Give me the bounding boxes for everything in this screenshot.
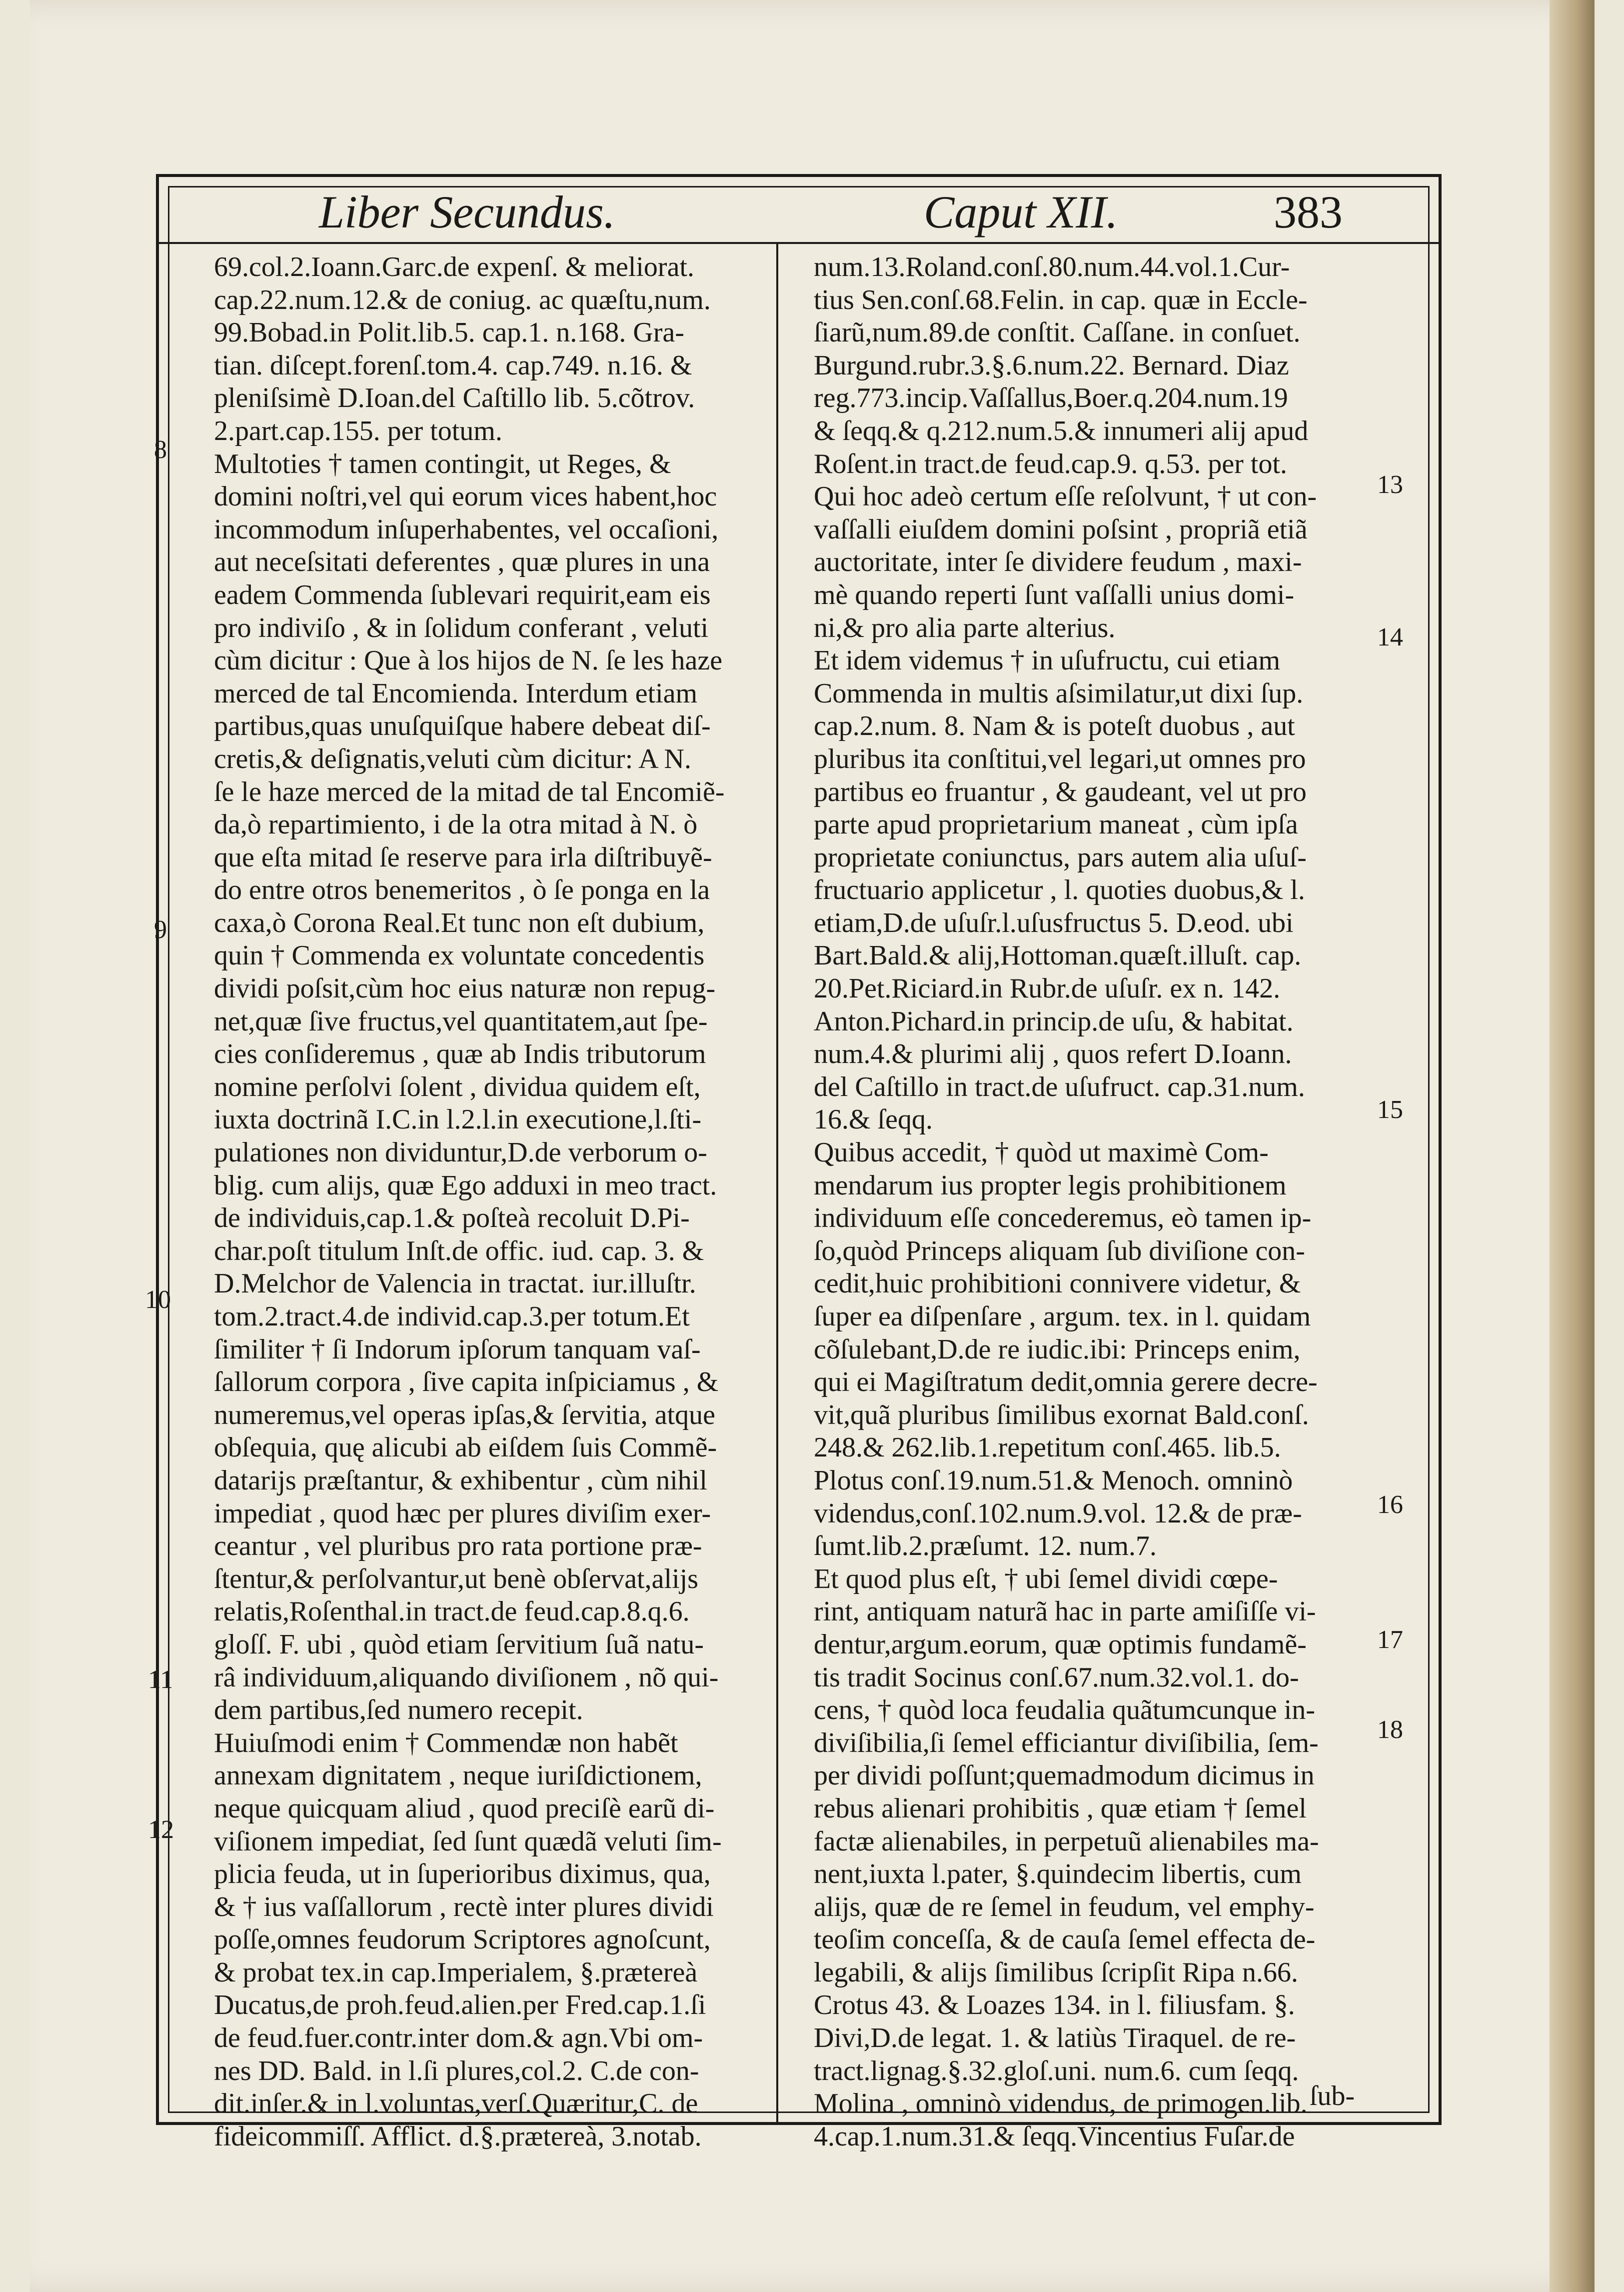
book-page <box>30 0 1595 2292</box>
right-column-text-line: Divi,D.de legat. 1. & latiùs Tiraquel. de re- <box>814 2022 1296 2054</box>
left-column-text-line: iuxta doctrinã I.C.in l.2.l.in executione,l.ſti- <box>214 1104 702 1136</box>
left-column-text-line: ſallorum corpora , ſive capita inſpiciamus , & <box>214 1366 719 1398</box>
right-column-text-line: Crotus 43. & Loazes 134. in l. filiusfam. §. <box>814 1990 1295 2021</box>
right-column-text-line: Bart.Bald.& alij,Hottoman.quæſt.illuſt. cap. <box>814 940 1302 972</box>
right-column-text-line: vaſſalli eiuſdem domini poſsint , propriã etiã <box>814 514 1308 545</box>
right-column-text-line: cens, † quòd loca feudalia quãtumcunque in- <box>814 1694 1315 1726</box>
left-column-text-line: ceantur , vel pluribus pro rata portione præ- <box>214 1530 702 1562</box>
right-column-text-line: ſo,quòd Princeps aliquam ſub diviſione con- <box>814 1235 1305 1266</box>
right-column-text-line: 20.Pet.Riciard.in Rubr.de uſuſr. ex n. 142. <box>814 973 1281 1004</box>
left-column-text-line: plicia feuda, ut in ſuperioribus diximus, qua, <box>214 1858 711 1890</box>
right-column-text-line: tract.lignag.§.32.gloſ.uni. num.6. cum ſeqq. <box>814 2055 1299 2086</box>
right-column-text-line: ſuper ea diſpenſare , argum. tex. in l. quidam <box>814 1301 1311 1332</box>
right-column-text-line: Qui hoc adeò certum eſſe reſolvunt, † ut con- <box>814 481 1317 512</box>
left-column-text-line: 2.part.cap.155. per totum. <box>214 415 502 446</box>
right-column-text-line: alijs, quæ de re ſemel in feudum, vel emphy- <box>814 1891 1315 1922</box>
right-column-text-line: ni,& pro alia parte alterius. <box>814 612 1116 644</box>
margin-number-15: 15 <box>1377 1096 1403 1124</box>
left-column-text-line: tian. diſcept.forenſ.tom.4. cap.749. n.16. & <box>214 350 692 381</box>
right-column <box>814 251 1364 2153</box>
left-column-text-line: Multoties † tamen contingit, ut Reges, & <box>214 448 671 480</box>
text-frame <box>156 174 1442 2152</box>
margin-number-12: 12 <box>148 1816 174 1844</box>
right-column-text-line: fructuario applicetur , l. quoties duobus,& l. <box>814 874 1305 906</box>
left-column-text-line: pro indiviſo , & in ſolidum conferant , veluti <box>214 612 709 644</box>
left-column-text-line: dem partibus,ſed numero recepit. <box>214 1694 583 1726</box>
left-column-text-line: de individuis,cap.1.& poſteà recoluit D.Pi- <box>214 1202 690 1234</box>
right-column-text-line: 16.& ſeqq. <box>814 1104 933 1136</box>
left-column-text-line: D.Melchor de Valencia in tractat. iur.illuſtr. <box>214 1268 696 1300</box>
running-title-right: Caput XII. <box>924 186 1118 238</box>
left-column-text-line: nes DD. Bald. in l.ſi plures,col.2. C.de con- <box>214 2055 699 2086</box>
margin-number-14: 14 <box>1377 623 1403 652</box>
left-column-text-line: ſimiliter † ſi Indorum ipſorum tanquam vaſ- <box>214 1334 701 1365</box>
left-column-text-line: que eſta mitad ſe reserve para irla diſtribuyẽ- <box>214 842 712 873</box>
right-column-text-line: mè quando reperti ſunt vaſſalli unius domi- <box>814 579 1295 610</box>
right-column-text-line: auctoritate, inter ſe dividere feudum , maxi- <box>814 546 1302 578</box>
left-column-text-line: incommodum inſuperhabentes, vel occaſioni, <box>214 514 719 545</box>
right-column-text-line: partibus eo fruantur , & gaudeant, vel ut pro <box>814 776 1307 808</box>
margin-number-9: 9 <box>154 916 167 944</box>
right-column-text-line: 248.& 262.lib.1.repetitum conſ.465. lib.5. <box>814 1432 1281 1464</box>
right-column-text-line: Roſent.in tract.de feud.cap.9. q.53. per tot. <box>814 448 1288 480</box>
right-column-text-line: etiam,D.de uſuſr.l.uſusfructus 5. D.eod. ubi <box>814 907 1294 938</box>
left-column-text-line: & probat tex.in cap.Imperialem, §.prætereà <box>214 1956 698 1988</box>
left-column-text-line: caxa,ò Corona Real.Et tunc non eſt dubium, <box>214 907 705 938</box>
right-column-text-line: ſumt.lib.2.præſumt. 12. num.7. <box>814 1530 1157 1562</box>
left-column <box>214 251 764 2153</box>
left-column-text-line: eadem Commenda ſublevari requirit,eam eis <box>214 579 711 610</box>
right-column-text-line: num.4.& plurimi alij , quos refert D.Ioann. <box>814 1038 1292 1070</box>
left-column-text-line: numeremus,vel operas ipſas,& ſervitia, atque <box>214 1399 716 1430</box>
right-column-text-line: Molina , omninò videndus, de primogen.lib. <box>814 2088 1308 2120</box>
left-column-text-line: quin † Commenda ex voluntate concedentis <box>214 940 705 972</box>
left-column-text-line: annexam dignitatem , neque iuriſdictionem, <box>214 1760 702 1792</box>
left-column-text-line: viſionem impediat, ſed ſunt quædã veluti ſim- <box>214 1826 722 1857</box>
right-column-text-line: videndus,conſ.102.num.9.vol. 12.& de præ- <box>814 1498 1302 1529</box>
left-column-text-line: nomine perſolvi ſolent , dividua quidem eſt, <box>214 1071 701 1102</box>
right-column-text-line: reg.773.incip.Vaſſallus,Boer.q.204.num.19 <box>814 382 1288 414</box>
right-column-text-line: qui ei Magiſtratum dedit,omnia gerere decre- <box>814 1366 1318 1398</box>
left-column-text-line: poſſe,omnes feudorum Scriptores agnoſcunt, <box>214 1924 711 1956</box>
left-column-text-line: merced de tal Encomienda. Interdum etiam <box>214 678 698 709</box>
right-column-text-line: Commenda in multis aſsimilatur,ut dixi ſup. <box>814 678 1304 709</box>
right-column-text-line: parte apud proprietarium maneat , cùm ipſa <box>814 809 1298 840</box>
right-column-text-line: legabili, & alijs ſimilibus ſcripſit Ripa n.66. <box>814 1956 1299 1988</box>
left-column-text-line: domini noſtri,vel qui eorum vices habent,hoc <box>214 481 717 512</box>
left-column-text-line: cap.22.num.12.& de coniug. ac quæſtu,num. <box>214 284 711 316</box>
right-column-text-line: tius Sen.conſ.68.Felin. in cap. quæ in Eccle- <box>814 284 1308 316</box>
left-column-text-line: râ individuum,aliquando diviſionem , nõ qui- <box>214 1662 719 1693</box>
left-column-text-line: partibus,quas unuſquiſque habere debeat diſ- <box>214 710 711 742</box>
right-column-text-line: mendarum ius propter legis prohibitionem <box>814 1170 1287 1201</box>
left-column-text-line: cies conſideremus , quæ ab Indis tributorum <box>214 1038 706 1070</box>
running-title-left: Liber Secundus. <box>319 186 615 238</box>
left-column-text-line: pleniſsimè D.Ioan.del Caſtillo lib. 5.cõtrov. <box>214 382 695 414</box>
right-column-text-line: num.13.Roland.conſ.80.num.44.vol.1.Cur- <box>814 252 1290 282</box>
right-column-text-line: cedit,huic prohibitioni connivere videtur, & <box>814 1268 1301 1300</box>
left-column-text-line: de feud.fuer.contr.inter dom.& agn.Vbi om- <box>214 2022 703 2054</box>
margin-number-16: 16 <box>1377 1490 1403 1519</box>
left-column-text-line: cùm dicitur : Que à los hijos de N. ſe les haze <box>214 645 723 676</box>
right-column-text-line: per dividi poſſunt;quemadmodum dicimus in <box>814 1760 1315 1792</box>
left-column-text-line: net,quæ ſive fructus,vel quantitatem,aut ſpe- <box>214 1006 708 1037</box>
left-column-text-line: cretis,& deſignatis,veluti cùm dicitur: A N. <box>214 743 691 774</box>
page-edge <box>1550 0 1595 2292</box>
left-column-text-line: do entre otros benemeritos , ò ſe ponga en la <box>214 874 710 906</box>
left-column-text-line: & † ius vaſſallorum , rectè inter plures dividi <box>214 1891 714 1922</box>
left-column-text-line: impediat , quod hæc per plures diviſim exer- <box>214 1498 711 1529</box>
right-column-text-line: teoſim conceſſa, & de cauſa ſemel effecta de- <box>814 1924 1316 1956</box>
left-column-text-line: dividi poſsit,cùm hoc eius naturæ non repug- <box>214 973 716 1004</box>
margin-number-17: 17 <box>1377 1626 1403 1654</box>
page-number: 383 <box>1274 186 1343 238</box>
left-column-text-line: Huiuſmodi enim † Commendæ non habẽt <box>214 1727 678 1758</box>
right-column-text-line: Plotus conſ.19.num.51.& Menoch. omninò <box>814 1464 1293 1496</box>
right-column-text-line: tis tradit Socinus conſ.67.num.32.vol.1. do- <box>814 1662 1299 1693</box>
left-column-text-line: char.poſt titulum Inſt.de offic. iud. cap. 3. & <box>214 1235 704 1266</box>
right-column-text-line: Anton.Pichard.in princip.de uſu, & habitat. <box>814 1006 1294 1037</box>
left-column-text-line: obſequia, quę alicubi ab eiſdem ſuis Commẽ- <box>214 1432 717 1464</box>
right-column-text-line: del Caſtillo in tract.de uſufruct. cap.31.num. <box>814 1071 1305 1102</box>
left-column-text-line: da,ò repartimiento, i de la otra mitad à N. ò <box>214 809 698 840</box>
right-column-text-line: Et quod plus eſt, † ubi ſemel dividi cœpe- <box>814 1563 1278 1594</box>
margin-number-10: 10 <box>145 1286 171 1314</box>
right-column-text-line: & ſeqq.& q.212.num.5.& innumeri alij apud <box>814 415 1309 446</box>
left-column-text-line: ſtentur,& perſolvantur,ut benè obſervat,alijs <box>214 1563 699 1594</box>
right-column-text-line: Quibus accedit, † quòd ut maximè Com- <box>814 1137 1269 1168</box>
left-column-text-line: relatis,Roſenthal.in tract.de feud.cap.8.q.6. <box>214 1596 690 1628</box>
left-column-text-line: 69.col.2.Ioann.Garc.de expenſ. & meliorat. <box>214 252 694 282</box>
left-column-text-line: tom.2.tract.4.de individ.cap.3.per totum.Et <box>214 1301 690 1332</box>
right-column-text-line: proprietate coniunctus, pars autem alia uſuſ- <box>814 842 1307 873</box>
right-column-text-line: cõſulebant,D.de re iudic.ibi: Princeps enim, <box>814 1334 1301 1365</box>
left-column-text-line: blig. cum alijs, quæ Ego adduxi in meo tract. <box>214 1170 717 1201</box>
margin-number-11: 11 <box>148 1666 173 1694</box>
right-column-text-line: nent,iuxta l.pater, §.quindecim libertis, cum <box>814 1858 1302 1890</box>
margin-number-8: 8 <box>154 436 167 464</box>
right-column-text-line: Et idem videmus † in uſufructu, cui etiam <box>814 645 1281 676</box>
right-column-text-line: Burgund.rubr.3.§.6.num.22. Bernard. Diaz <box>814 350 1289 381</box>
right-column-text-line: factæ alienabiles, in perpetuũ alienabiles ma- <box>814 1826 1319 1857</box>
right-column-text-line: pluribus ita conſtitui,vel legari,ut omnes pro <box>814 743 1306 774</box>
right-column-text-line: diviſibilia,ſi ſemel efficiantur diviſibilia, ſem- <box>814 1727 1319 1758</box>
margin-number-18: 18 <box>1377 1716 1403 1744</box>
right-column-text-line: rebus alienari prohibitis , quæ etiam † ſemel <box>814 1792 1307 1824</box>
left-column-text-line: Ducatus,de proh.feud.alien.per Fred.cap.1.ſi <box>214 1990 706 2021</box>
left-column-text-line: ſe le haze merced de la mitad de tal Encomiẽ- <box>214 776 725 808</box>
left-column-text-line: dit.inſer.& in l.voluntas,verſ.Quæritur,C. de <box>214 2088 698 2120</box>
column-rule <box>776 244 778 2122</box>
right-column-text-line: cap.2.num. 8. Nam & is poteſt duobus , aut <box>814 710 1295 742</box>
right-column-text-line: dentur,argum.eorum, quæ optimis fundamẽ- <box>814 1628 1307 1660</box>
left-column-text-line: 99.Bobad.in Polit.lib.5. cap.1. n.168. Gra- <box>214 317 685 348</box>
margin-number-13: 13 <box>1377 470 1403 499</box>
left-column-text-line: gloſſ. F. ubi , quòd etiam ſervitium ſuã natu- <box>214 1628 704 1660</box>
left-column-text-line: pulationes non dividuntur,D.de verborum o- <box>214 1137 707 1168</box>
right-column-text-line: individuum eſſe concederemus, eò tamen ip- <box>814 1202 1312 1234</box>
right-column-text-line: ſiarũ,num.89.de conſtit. Caſſane. in conſuet. <box>814 317 1301 348</box>
left-column-text-line: datarijs præſtantur, & exhibentur , cùm nihil <box>214 1464 707 1496</box>
left-column-text-line: neque quicquam aliud , quod preciſè earũ di- <box>214 1792 715 1824</box>
right-column-text-line: vit,quã pluribus ſimilibus exornat Bald.conſ. <box>814 1399 1309 1430</box>
catchword: ſub- <box>1310 2080 1355 2112</box>
right-column-text-line: rint, antiquam naturã hac in parte amiſiſſe vi- <box>814 1596 1316 1628</box>
header-rule <box>159 242 1439 244</box>
left-column-text-line: fideicommiſſ. Afflict. d.§.prætereà, 3.notab. <box>214 2120 702 2152</box>
right-column-text-line: 4.cap.1.num.31.& ſeqq.Vincentius Fuſar.de <box>814 2120 1295 2152</box>
left-column-text-line: aut neceſsitati deferentes , quæ plures in una <box>214 546 710 578</box>
